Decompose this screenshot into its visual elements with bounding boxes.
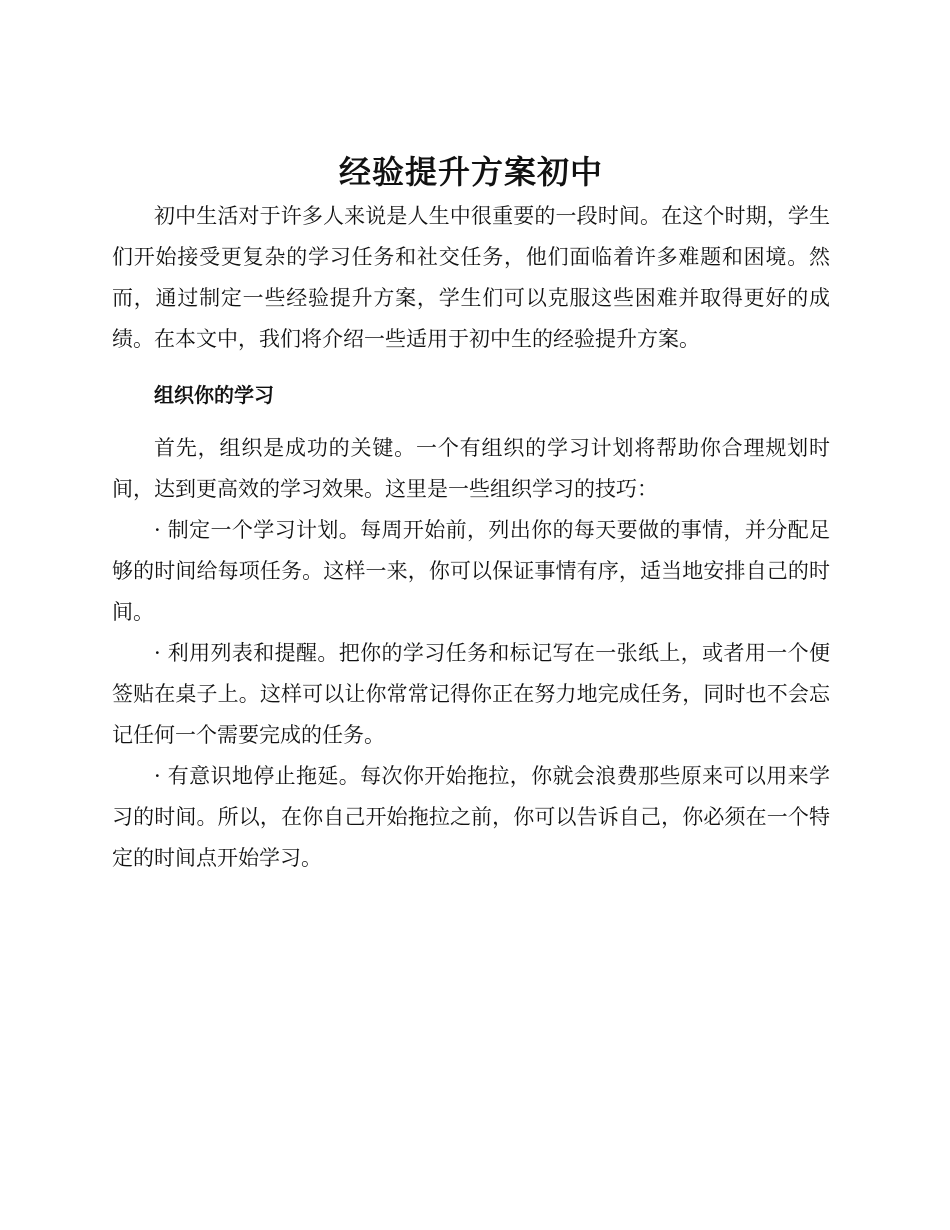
intro-paragraph: 初中生活对于许多人来说是人生中很重要的一段时间。在这个时期，学生们开始接受更复杂的学习任务和社交任务，他们面临着许多难题和困境。然而，通过制定一些经验提升方案，学生们可以克服这些困难并取得更好的成绩。在本文中，我们将介绍一些适用于初中生的经验提升方案。 xyxy=(112,204,830,351)
document-title: 经验提升方案初中 xyxy=(338,153,603,191)
bullet-paragraph: · 制定一个学习计划。每周开始前，列出你的每天要做的事情，并分配足够的时间给每项任务。这样一来，你可以保证事情有序，适当地安排自己的时间。 xyxy=(112,518,830,624)
document-page xyxy=(112,150,830,879)
bullet-paragraph: · 利用列表和提醒。把你的学习任务和标记写在一张纸上，或者用一个便签贴在桌子上。这样可以让你常常记得你正在努力地完成任务，同时也不会忘记任何一个需要完成的任务。 xyxy=(112,641,830,747)
body-paragraph: 首先，组织是成功的关键。一个有组织的学习计划将帮助你合理规划时间，达到更高效的学习效果。这里是一些组织学习的技巧： xyxy=(112,436,830,501)
bullet-paragraph: · 有意识地停止拖延。每次你开始拖拉，你就会浪费那些原来可以用来学习的时间。所以，在你自己开始拖拉之前，你可以告诉自己，你必须在一个特定的时间点开始学习。 xyxy=(112,764,830,870)
section-heading: 组织你的学习 xyxy=(154,383,274,407)
